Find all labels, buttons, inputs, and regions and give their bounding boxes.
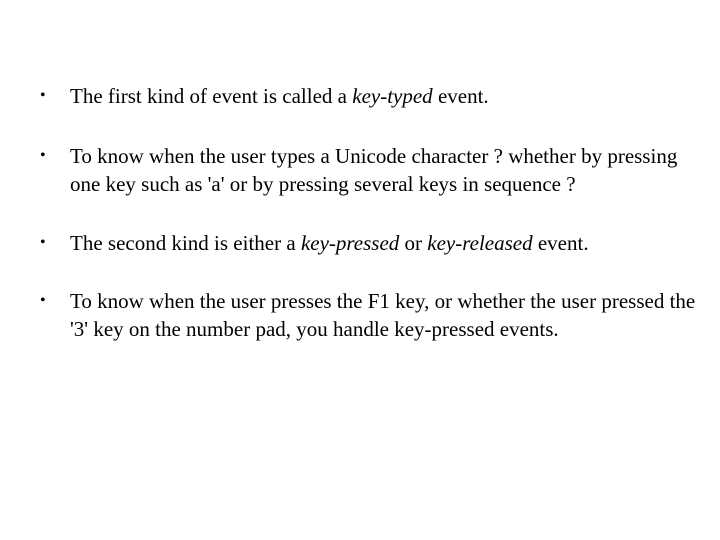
bullet-marker: •: [40, 292, 46, 309]
bullet-item-key-pressed: [40, 229, 700, 257]
bullet-text: To know when the user presses the F1 key, or whether the user pressed the '3' key on the number pad, you handle key-pressed events.: [70, 289, 696, 341]
bullet-marker: •: [40, 87, 46, 104]
bullet-item-unicode: [40, 142, 700, 198]
bullet-list: [40, 82, 700, 375]
bullet-item-key-typed: [40, 82, 700, 110]
bullet-item-f1-key: [40, 287, 700, 343]
bullet-text: The second kind is either a key-pressed or key-released event.: [70, 231, 589, 255]
emphasis-key-typed: key-typed: [352, 84, 433, 108]
bullet-marker: •: [40, 234, 46, 251]
bullet-text: To know when the user types a Unicode character ? whether by pressing one key such as 'a' or by pressing several keys in sequence ?: [70, 144, 678, 196]
emphasis-key-released: key-released: [427, 231, 533, 255]
bullet-text: The first kind of event is called a key-typed event.: [70, 84, 489, 108]
emphasis-key-pressed: key-pressed: [300, 231, 400, 255]
bullet-marker: •: [40, 147, 46, 164]
